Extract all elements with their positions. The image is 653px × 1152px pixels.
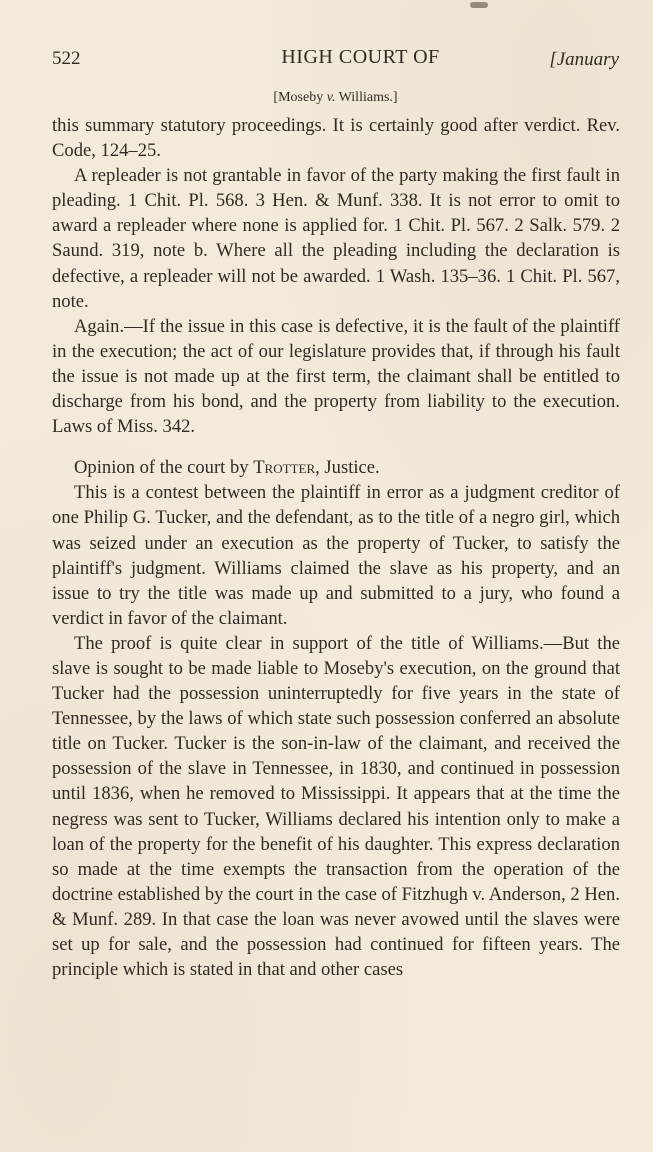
running-month: [January	[549, 49, 619, 70]
case-name-versus: v.	[326, 90, 336, 105]
paragraph-contest: This is a contest between the plaintiff in error as a judgment creditor of one Philip G. Tucker, and the defendant, as to the title of a negro girl, which was seized under an execution as the property of Tucker, to satisfy the plaintiff's judgment. Williams claimed the slave as his property, and an issue to try the title was made up and submitted to a jury, who found a verdict in favor of the claimant.	[52, 482, 620, 629]
case-name-suffix: Williams.]	[335, 90, 398, 105]
page-number: 522	[52, 48, 81, 69]
ink-mark	[470, 2, 488, 8]
justice-name: Trotter	[253, 457, 316, 479]
case-name	[52, 90, 619, 106]
paragraph-proof: The proof is quite clear in support of the title of Williams.—But the slave is sought to be made liable to Moseby's execution, on the ground that Tucker had the possession uninterruptedly for five years in the state of Tennessee, by the laws of which state such possession conferred an absolute title on Tucker. Tucker is the son-in-law of the claimant, and received the possession of the slave in Tennessee, in 1830, and continued in possession until 1836, when he removed to Mississippi. It appears that at the time the negress was sent to Tucker, Williams declared his intention only to make a loan of the property for the benefit of his daughter. This express declaration so made at the time exempts the transaction from the operation of the doctrine established by the court in the case of Fitzhugh v. Anderson, 2 Hen. & Munf. 289. In that case the loan was never avowed until the slaves were set up for sale, and the possession had continued for fifteen years. The principle which is stated in that and other cases	[52, 632, 620, 981]
case-name-prefix: [Moseby	[273, 90, 327, 105]
opinion-heading-prefix: Opinion of the court by	[74, 457, 254, 479]
running-title: HIGH COURT OF	[281, 46, 440, 68]
opinion-heading-suffix: , Justice.	[315, 457, 380, 479]
page-header	[52, 44, 619, 74]
paragraph-argument-continued: this summary statutory proceedings. It is certainly good after verdict. Rev. Code, 124–25.	[52, 115, 620, 162]
paragraph-repleader: A repleader is not grantable in favor of the party making the first fault in pleading. 1 Chit. Pl. 568. 3 Hen. & Munf. 338. It is not error to omit to award a repleader where none is applied for. 1 Chit. Pl. 567. 2 Salk. 579. 2 Saund. 319, note b. Where all the pleading including the declaration is defective, a repleader will not be awarded. 1 Wash. 135–36. 1 Chit. Pl. 567, note.	[52, 165, 620, 312]
opinion-heading	[52, 455, 620, 480]
paragraph-again: Again.—If the issue in this case is defective, it is the fault of the plaintiff in the execution; the act of our legislature provides that, if through his fault the issue is not made up at the first term, the claimant shall be entitled to discharge from his bond, and the property from liability to the execution. Laws of Miss. 342.	[52, 315, 620, 438]
body-text	[52, 113, 620, 982]
